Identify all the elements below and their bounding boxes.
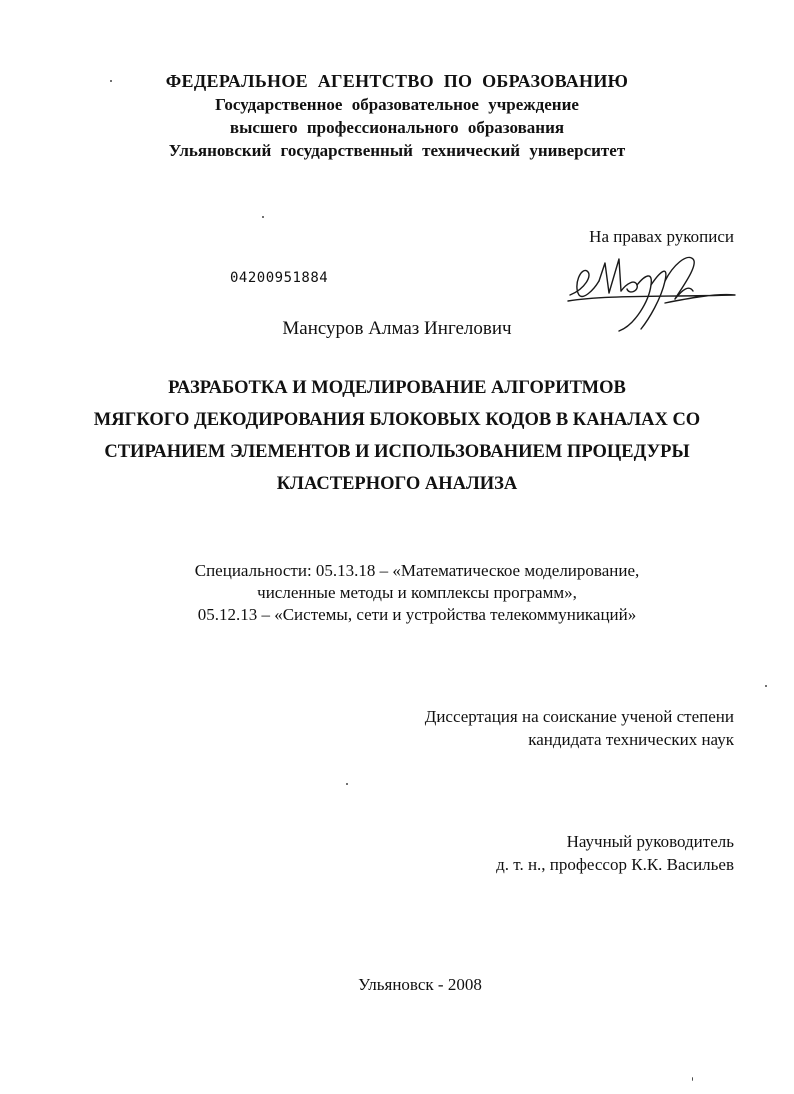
specialty-line-3: 05.12.13 – «Системы, сети и устройства телекоммуникаций» [197, 605, 637, 624]
agency-name: ФЕДЕРАЛЬНОЕ АГЕНТСТВО ПО ОБРАЗОВАНИЮ [165, 71, 629, 91]
degree-line-1: Диссертация на соискание ученой степени [424, 707, 734, 726]
scan-speck [346, 783, 348, 785]
scan-speck [692, 1077, 693, 1081]
title-line-3: СТИРАНИЕМ ЭЛЕМЕНТОВ И ИСПОЛЬЗОВАНИЕМ ПРОЦЕДУРЫ [104, 442, 690, 462]
scan-speck [110, 80, 112, 82]
scan-speck [262, 216, 264, 218]
title-line-4: КЛАСТЕРНОГО АНАЛИЗА [276, 474, 518, 494]
scientific-advisor [496, 830, 734, 876]
inventory-number: 04200951884 [230, 270, 329, 286]
specialty-line-2: численные методы и комплексы программ», [257, 583, 577, 602]
specialty-line-1: Специальности: 05.13.18 – «Математическое моделирование, [194, 561, 640, 580]
advisor-label: Научный руководитель [566, 832, 734, 851]
degree-line-2: кандидата технических наук [528, 730, 734, 749]
author-name: Мансуров Алмаз Ингелович [282, 318, 512, 339]
institution-header [0, 70, 794, 162]
degree-statement [425, 705, 734, 751]
scan-speck [765, 685, 767, 687]
city-and-year: Ульяновск - 2008 [358, 975, 482, 994]
manuscript-rights-note: На правах рукописи [589, 227, 734, 246]
title-line-1: РАЗРАБОТКА И МОДЕЛИРОВАНИЕ АЛГОРИТМОВ [168, 378, 626, 398]
university-name: Ульяновский государственный технический университет [168, 141, 626, 160]
specialties [0, 560, 794, 626]
institution-type-line1: Государственное образовательное учреждение [215, 95, 579, 114]
advisor-name: д. т. н., профессор К.К. Васильев [496, 855, 734, 874]
dissertation-title [0, 372, 794, 500]
institution-type-line2: высшего профессионального образования [229, 118, 565, 137]
title-line-2: МЯГКОГО ДЕКОДИРОВАНИЯ БЛОКОВЫХ КОДОВ В КАНАЛАХ СО [93, 410, 701, 430]
